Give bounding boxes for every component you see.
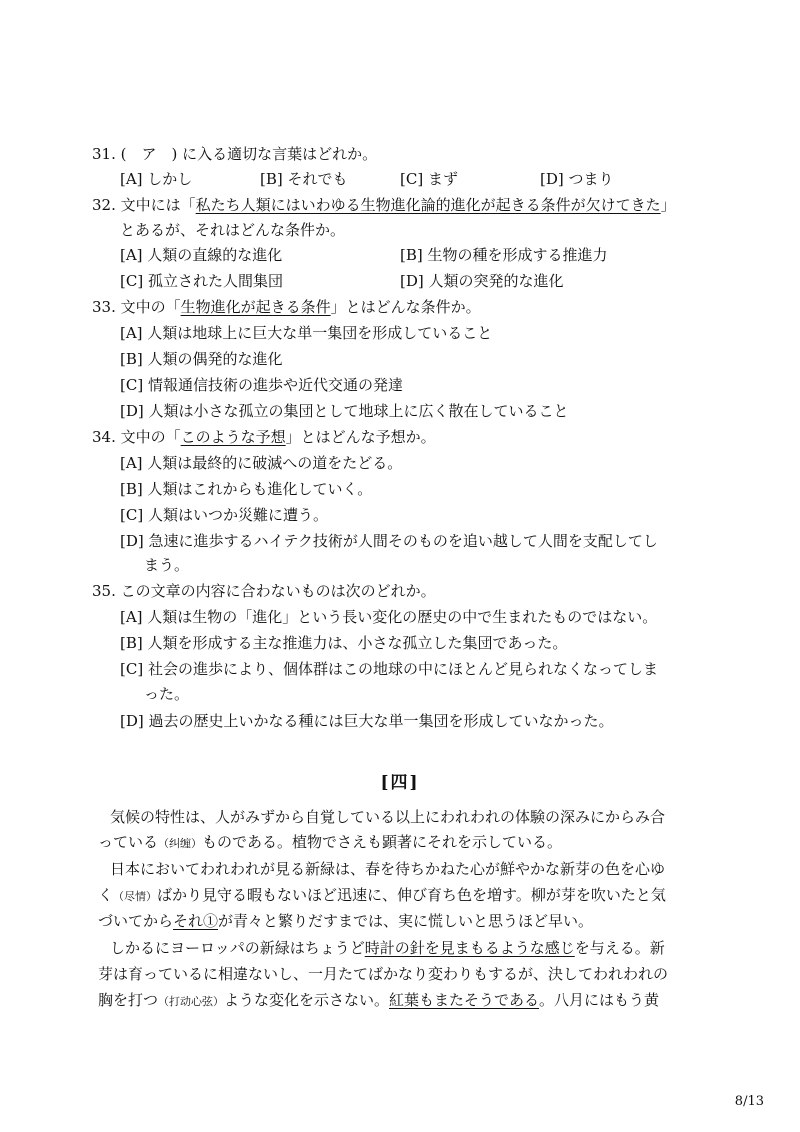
- text-span: 胸を打つ: [98, 991, 159, 1009]
- q35-option-d: [D] 過去の歴史上いかなる種には巨大な単一集団を形成していなかった。: [120, 712, 614, 730]
- q32-option-b: [B] 生物の種を形成する推進力: [400, 246, 608, 264]
- underlined-text: 紅葉もまたそうである: [389, 991, 540, 1009]
- q34-suffix: 」とはどんな予想か。: [285, 428, 436, 446]
- passage-p1-line1: 気候の特性は、人がみずから自覚している以上にわれわれの体験の深みにからみ合: [110, 808, 666, 826]
- text-span: が青々と繁りだすまでは、実に慌しいと思うほど早い。: [218, 912, 594, 930]
- q34-option-c: [C] 人類はいつか災難に遭う。: [120, 506, 328, 524]
- passage-p2-line1: 日本においてわれわれが見る新緑は、春を待ちかねた心が鮮やかな新芽の色を心ゆ: [110, 860, 666, 878]
- q34-option-a: [A] 人類は最終的に破滅への道をたどる。: [120, 454, 403, 472]
- page-number: 8/13: [734, 1094, 764, 1109]
- question-33: [92, 296, 481, 318]
- q34-option-d-cont: まう。: [144, 556, 190, 574]
- q35-option-c-cont: った。: [144, 685, 190, 703]
- text-span: を与える。新: [574, 939, 665, 957]
- q32-option-a: [A] 人類の直線的な進化: [120, 246, 283, 264]
- annotation-note: （纠缠）: [158, 837, 203, 850]
- q32-prefix: 32. 文中には「: [92, 196, 196, 214]
- passage-p2-line3: [98, 910, 593, 932]
- question-35: 35. この文章の内容に合わないものは次のどれか。: [92, 582, 436, 600]
- q32-option-c: [C] 孤立された人間集団: [120, 272, 283, 290]
- q31-option-b: [B] それでも: [260, 170, 348, 188]
- text-span: く: [98, 886, 114, 904]
- q34-option-b: [B] 人類はこれからも進化していく。: [120, 480, 373, 498]
- q31-option-a: [A] しかし: [120, 170, 193, 188]
- passage-p2-line2: [98, 884, 666, 908]
- passage-p1-line2: [98, 831, 562, 855]
- passage-p3-line3: [98, 989, 659, 1013]
- q33-option-d: [D] 人類は小さな孤立の集団として地球上に広く散在していること: [120, 402, 569, 420]
- q35-option-b: [B] 人類を形成する主な推進力は、小さな孤立した集団であった。: [120, 634, 568, 652]
- text-span: しかるにヨーロッパの新緑はちょうど: [110, 939, 365, 957]
- text-span: 。八月にはもう黄: [539, 991, 660, 1009]
- q33-option-c: [C] 情報通信技術の進歩や近代交通の発達: [120, 376, 403, 394]
- text-span: ばかり見守る暇もないほど迅速に、伸び育ち色を増す。柳が芽を吹いたと気: [157, 886, 666, 904]
- passage-p3-line1: [110, 937, 665, 959]
- q32-suffix: 」: [660, 196, 676, 214]
- q31-option-d: [D] つまり: [540, 170, 614, 188]
- annotation-note: （打动心弦）: [158, 995, 225, 1008]
- passage-p3-line2: 芽は育っているに相違ないし、一月たてばかなり変わりもするが、決してわれわれの: [98, 965, 669, 983]
- text-span: づいてから: [98, 912, 174, 930]
- question-31: 31. ( ア ) に入る適切な言葉はどれか。: [92, 145, 378, 163]
- q34-option-d: [D] 急速に進歩するハイテク技術が人間そのものを追い越して人間を支配してし: [120, 532, 658, 550]
- q33-option-b: [B] 人類の偶発的な進化: [120, 350, 283, 368]
- underlined-text: 時計の針を見まもるような感じ: [364, 939, 575, 957]
- underlined-text: それ①: [173, 912, 219, 930]
- q31-option-c: [C] まず: [400, 170, 458, 188]
- q33-prefix: 33. 文中の「: [92, 298, 181, 316]
- q32-quote: 私たち人類にはいわゆる生物進化論的進化が起きる条件が欠けてきた: [195, 196, 661, 214]
- q33-quote: 生物進化が起きる条件: [180, 298, 331, 316]
- question-32: [92, 194, 676, 216]
- q35-option-a: [A] 人類は生物の「進化」という長い変化の歴史の中で生まれたものではない。: [120, 608, 658, 626]
- q34-quote: このような予想: [180, 428, 286, 446]
- q35-option-c: [C] 社会の進歩により、個体群はこの地球の中にほとんど見られなくなってしま: [120, 660, 658, 678]
- text-span: ような変化を示さない。: [224, 991, 390, 1009]
- q32-line2: とあるが、それはどんな条件か。: [120, 221, 346, 239]
- q32-option-d: [D] 人類の突発的な進化: [400, 272, 564, 290]
- section-title: [四]: [380, 773, 420, 793]
- q33-option-a: [A] 人類は地球上に巨大な単一集団を形成していること: [120, 324, 493, 342]
- text-span: ものである。植物でさえも顕著にそれを示している。: [202, 833, 563, 851]
- question-34: [92, 426, 436, 448]
- q33-suffix: 」とはどんな条件か。: [330, 298, 481, 316]
- text-span: っている: [98, 833, 159, 851]
- annotation-note: （尽情）: [113, 890, 158, 903]
- q34-prefix: 34. 文中の「: [92, 428, 181, 446]
